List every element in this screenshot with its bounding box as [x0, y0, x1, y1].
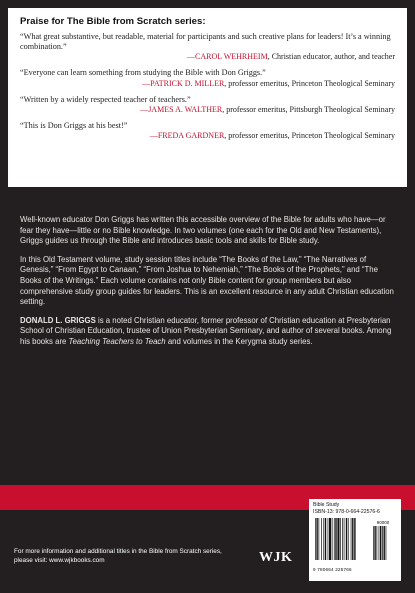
quote-item: [20, 121, 395, 141]
quote-author-name: —CAROL WEHRHEIM: [187, 52, 268, 62]
quote-author-title: , Christian educator, author, and teacher: [267, 52, 395, 62]
barcode-bar: [352, 518, 353, 560]
quote-item: [20, 32, 395, 62]
quote-text: “This is Don Griggs at his best!”: [20, 120, 128, 130]
barcode-box: [309, 499, 401, 581]
quote-author-name: —PATRICK D. MILLER: [142, 78, 225, 88]
more-info-text: For more information and additional titles in the Bible from Scratch series, please visit: www.wjkbooks.com: [14, 548, 222, 564]
barcode-bar: [354, 518, 355, 560]
quote-author-name: —JAMES A. WALTHER: [140, 104, 223, 114]
author-bio: [20, 316, 396, 348]
description-block: [20, 215, 396, 356]
barcode-addon-bar: [379, 526, 380, 560]
quote-attribution: [20, 131, 395, 141]
barcode-bar: [335, 518, 336, 560]
quote-text: “What great substantive, but readable, material for participants and such creative plans for leaders! It’s a winning combination.”: [20, 32, 391, 52]
description-paragraph: Well-known educator Don Griggs has written this accessible overview of the Bible for adults who have—or fear they have—little or no Bible knowledge. In two volumes (one each for the Old and New Testaments), Griggs guides us through the Bible and introduces basic tools and skills for Bible study.: [20, 215, 386, 246]
barcode-bars: [315, 518, 356, 560]
barcode-bar: [346, 518, 347, 560]
barcode-addon-bar: [373, 526, 374, 560]
barcode-bar: [321, 518, 322, 560]
barcode-addon-bar: [374, 526, 375, 560]
barcode-addon-bar: [386, 526, 387, 560]
author-bio-end: and volumes in the Kerygma study series.: [165, 336, 313, 346]
quote-attribution: [20, 79, 395, 89]
barcode-bar: [334, 518, 335, 560]
quote-author-title: , professor emeritus, Pittsburgh Theological Seminary: [222, 104, 395, 114]
quote-text: “Written by a widely respected teacher of teachers.”: [20, 94, 191, 104]
barcode-category: Bible Study: [313, 502, 340, 508]
quote-attribution: [20, 52, 395, 62]
barcode-digits: 9 780664 225766: [313, 566, 352, 572]
praise-panel: [8, 8, 407, 187]
book-title: Teaching Teachers to Teach: [68, 336, 166, 346]
publisher-logo: WJK: [259, 550, 293, 565]
praise-heading: Praise for The Bible from Scratch series:: [20, 16, 206, 27]
quote-attribution: [20, 105, 395, 115]
author-name: DONALD L. GRIGGS: [20, 315, 96, 325]
barcode-bar: [351, 518, 352, 560]
barcode-bar: [316, 518, 317, 560]
barcode-graphic: [313, 518, 397, 562]
quote-item: [20, 68, 395, 88]
barcode-bar: [315, 518, 316, 560]
barcode-bar: [344, 518, 345, 560]
quote-item: [20, 95, 395, 115]
quote-author-title: , professor emeritus, Princeton Theological Seminary: [224, 131, 395, 141]
barcode-addon-bar: [382, 526, 383, 560]
description-paragraph: In this Old Testament volume, study session titles include “The Books of the Law,” “The Narratives of Genesis,” “From Egypt to Canaan,” “From Joshua to Nehemiah,” “The Books of the Prophets,” and “The Books of the Writings.” Each volume contains not only Bible content for group members but also comprehensive study group guides for leaders. This is an excellent resource in any adult Christian education setting.: [20, 254, 394, 307]
barcode-bar: [342, 518, 343, 560]
quote-author-name: —FREDA GARDNER: [149, 131, 225, 141]
quote-author-title: , professor emeritus, Princeton Theological Seminary: [224, 78, 395, 88]
barcode-bar: [325, 518, 326, 560]
barcode-addon-text: 90000: [376, 519, 390, 525]
barcode-isbn: ISBN-13: 978-0-664-22576-6: [313, 508, 380, 515]
barcode-addon-bar: [377, 526, 378, 560]
barcode-bar: [319, 518, 320, 560]
barcode-bar: [340, 518, 341, 560]
barcode-addon-bar: [384, 526, 385, 560]
barcode-bar: [323, 518, 324, 560]
barcode-bar: [329, 518, 331, 560]
quote-text: “Everyone can learn something from studying the Bible with Don Griggs.”: [20, 68, 266, 78]
barcode-addon-bars: [373, 526, 386, 560]
barcode-addon-bar: [380, 526, 381, 560]
barcode-bar: [328, 518, 329, 560]
barcode-bar: [337, 518, 339, 560]
author-bio-start: is a noted Christian educator, former professor of Christian education at Presbyterian School of Christian Education, trustee of Union Presbyterian Seminary, and author of several books. Among his books are: [20, 315, 392, 346]
barcode-bar: [332, 518, 333, 560]
barcode-bar: [348, 518, 349, 560]
